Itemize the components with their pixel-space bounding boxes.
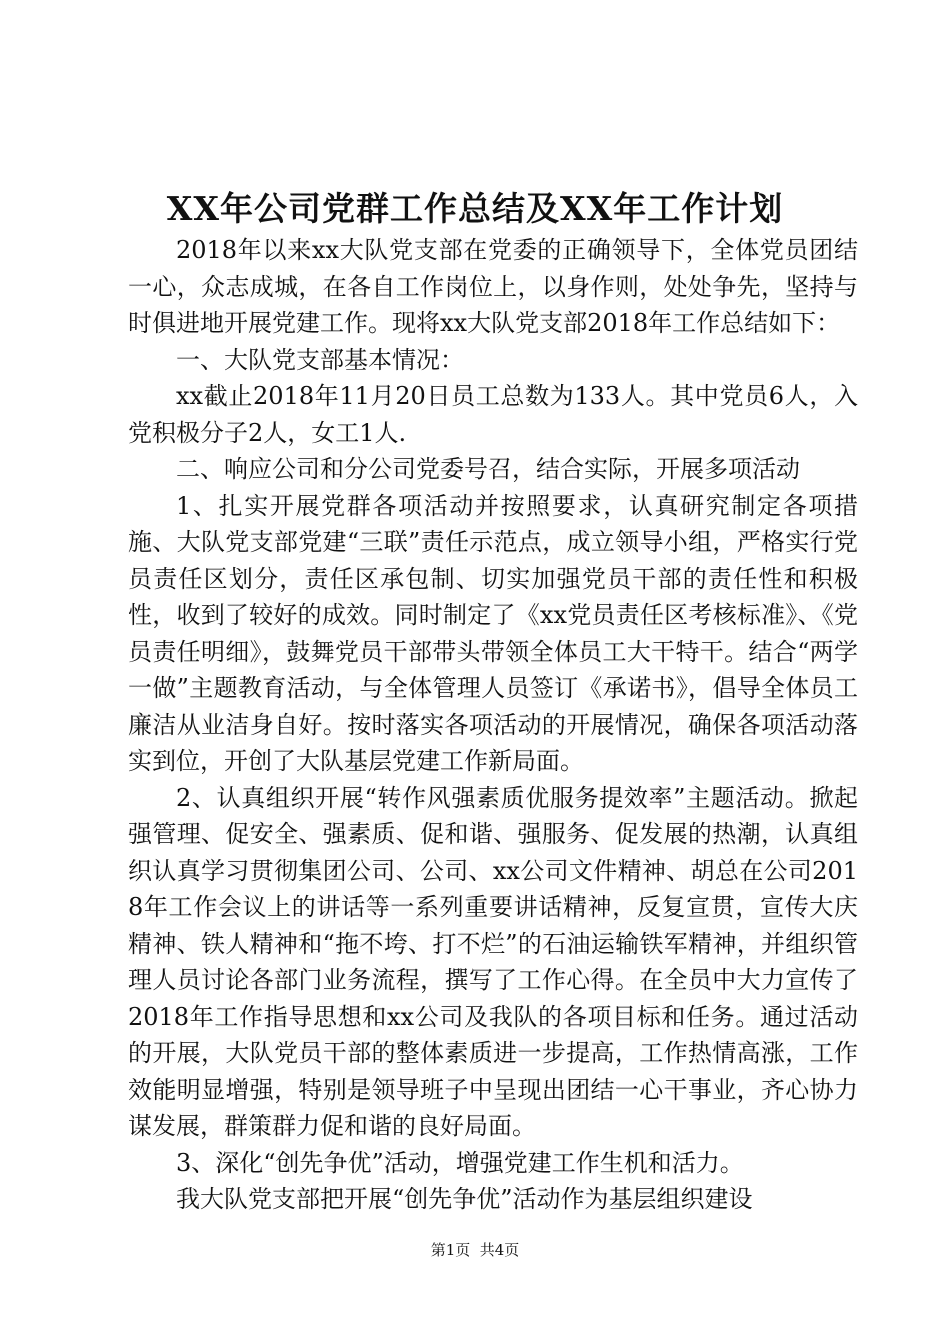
paragraph-item-1: 1、扎实开展党群各项活动并按照要求，认真研究制定各项措施、大队党支部党建“三联”责任示范点，成立领导小组，严格实行党员责任区划分，责任区承包制、切实加强党员干部的责任性和积极性，收到了较好的成效。同时制定了《xx党员责任区考核标准》、《党员责任明细》，鼓舞党员干部带头带领全体员工大干特干。结合“两学一做”主题教育活动，与全体管理人员签订《承诺书》，倡导全体员工廉洁从业洁身自好。按时落实各项活动的开展情况，确保各项活动落实到位，开创了大队基层党建工作新局面。 bbox=[128, 491, 858, 775]
paragraph-item-3-body: 我大队党支部把开展“创先争优”活动作为基层组织建设 bbox=[176, 1185, 753, 1213]
section-heading-2: 二、响应公司和分公司党委号召，结合实际，开展多项活动 bbox=[176, 455, 800, 483]
paragraph-staff-count: xx截止2018年11月20日员工总数为133人。其中党员6人，入党积极分子2人，女工1人. bbox=[128, 382, 858, 447]
document-title: XX年公司党群工作总结及XX年工作计划 bbox=[166, 189, 784, 228]
paragraph-item-2: 2、认真组织开展“转作风强素质优服务提效率”主题活动。掀起强管理、促安全、强素质、促和谐、强服务、促发展的热潮，认真组织认真学习贯彻集团公司、公司、xx公司文件精神、胡总在公司2018年工作会议上的讲话等一系列重要讲话精神，反复宣贯，宣传大庆精神、铁人精神和“拖不垮、打不烂”的石油运输铁军精神，并组织管理人员讨论各部门业务流程，撰写了工作心得。在全员中大力宣传了2018年工作指导思想和xx公司及我队的各项目标和任务。通过活动的开展，大队党员干部的整体素质进一步提高，工作热情高涨，工作效能明显增强，特别是领导班子中呈现出团结一心干事业，齐心协力谋发展，群策群力促和谐的良好局面。 bbox=[128, 783, 858, 1140]
paragraph-item-3-heading: 3、深化“创先争优”活动，增强党建工作生机和活力。 bbox=[176, 1148, 744, 1177]
section-heading-1: 一、大队党支部基本情况： bbox=[176, 345, 464, 374]
paragraph-intro: 2018年以来xx大队党支部在党委的正确领导下，全体党员团结一心，众志成城，在各自工作岗位上，以身作则，处处争先，坚持与时俱进地开展党建工作。现将xx大队党支部2018年工作总结如下： bbox=[128, 236, 858, 337]
document-body bbox=[128, 232, 858, 1218]
page-number-footer: 第1页 共4页 bbox=[430, 1241, 520, 1259]
